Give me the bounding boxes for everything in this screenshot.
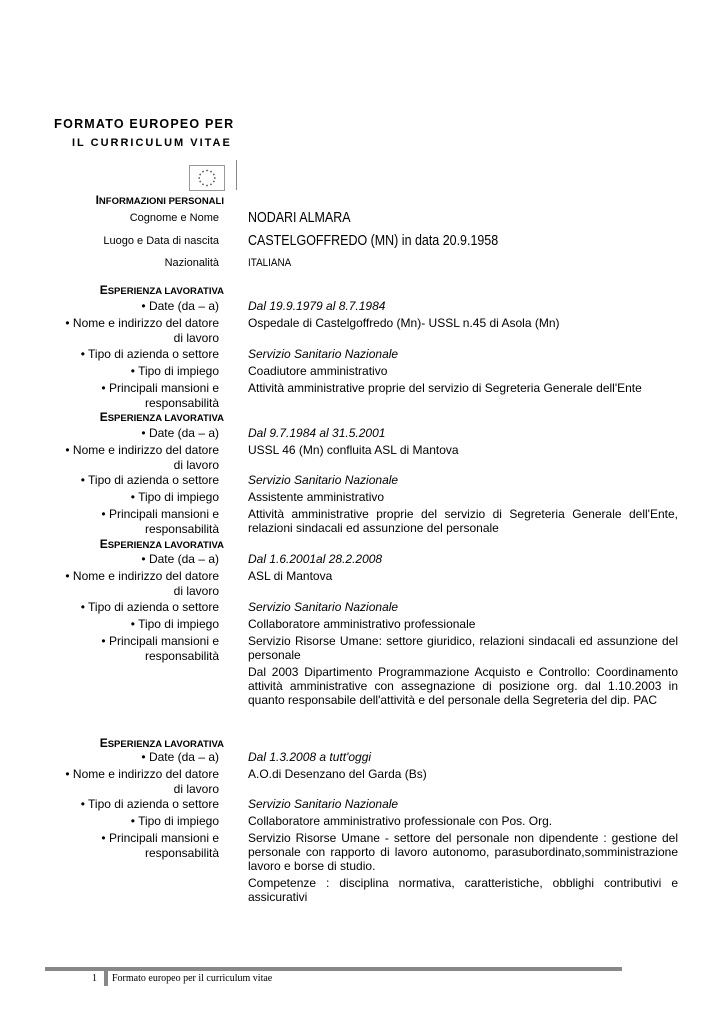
exp4-employer: A.O.di Desenzano del Garda (Bs) xyxy=(248,767,427,781)
exp2-employer: USSL 46 (Mn) confluita ASL di Mantova xyxy=(248,443,459,457)
exp2-sector: Servizio Sanitario Nazionale xyxy=(248,473,399,487)
duties-label: • Principali mansioni e responsabilità xyxy=(101,381,219,410)
section-experience-3: ESPERIENZA LAVORATIVA xyxy=(99,537,224,551)
birth-label: Luogo e Data di nascita xyxy=(103,235,219,247)
cv-title-line1: FORMATO EUROPEO PER xyxy=(54,116,235,131)
exp3-dates: Dal 1.6.2001al 28.2.2008 xyxy=(248,552,383,566)
section-experience-1: ESPERIENZA LAVORATIVA xyxy=(99,283,224,297)
employer-label: • Nome e indirizzo del datore di lavoro xyxy=(65,316,219,345)
eu-flag-icon xyxy=(189,165,225,191)
nationality-value: ITALIANA xyxy=(248,257,292,269)
dates-label: • Date (da – a) xyxy=(141,299,219,313)
sector-label: • Tipo di azienda o settore xyxy=(80,347,219,361)
footer-separator xyxy=(104,970,108,986)
section-personal-info: INFORMAZIONI PERSONALI xyxy=(95,193,224,207)
cv-title-line2: IL CURRICULUM VITAE xyxy=(72,137,232,149)
exp4-dates: Dal 1.3.2008 a tutt'oggi xyxy=(248,750,372,764)
exp1-job: Coadiutore amministrativo xyxy=(248,364,388,378)
exp4-job: Collaboratore amministrativo professionale con Pos. Org. xyxy=(248,814,553,828)
sector-label: • Tipo di azienda o settore xyxy=(80,797,219,811)
surname-label: Cognome e Nome xyxy=(129,212,219,224)
dates-label: • Date (da – a) xyxy=(141,552,219,566)
exp1-employer: Ospedale di Castelgoffredo (Mn)- USSL n.45 di Asola (Mn) xyxy=(248,316,560,330)
divider xyxy=(236,160,237,190)
exp3-employer: ASL di Mantova xyxy=(248,569,333,583)
duties-label: • Principali mansioni e responsabilità xyxy=(101,634,219,663)
exp1-sector: Servizio Sanitario Nazionale xyxy=(248,347,399,361)
employer-label: • Nome e indirizzo del datore di lavoro xyxy=(65,767,219,796)
exp1-duties: Attività amministrative proprie del servizio di Segreteria Generale dell'Ente xyxy=(248,381,642,395)
exp2-dates: Dal 9.7.1984 al 31.5.2001 xyxy=(248,426,386,440)
nationality-label: Nazionalità xyxy=(164,257,219,269)
exp2-job: Assistente amministrativo xyxy=(248,490,385,504)
sector-label: • Tipo di azienda o settore xyxy=(80,473,219,487)
duties-label: • Principali mansioni e responsabilità xyxy=(101,831,219,860)
job-label: • Tipo di impiego xyxy=(130,617,219,631)
birth-value: CASTELGOFFREDO (MN) in data 20.9.1958 xyxy=(248,233,499,249)
exp3-duties-extra: Dal 2003 Dipartimento Programmazione Acquisto e Controllo: Coordinamento attività amministrative con assegnazione di posizione org. dal 1.10.2003 in quanto responsabile dell'attività e del personale della Segreteria del dip. PAC xyxy=(248,665,678,707)
page-number: 1 xyxy=(92,973,97,984)
sector-label: • Tipo di azienda o settore xyxy=(80,600,219,614)
surname-value: NODARI ALMARA xyxy=(248,210,351,226)
employer-label: • Nome e indirizzo del datore di lavoro xyxy=(65,443,219,472)
section-experience-4: ESPERIENZA LAVORATIVA xyxy=(99,736,224,750)
duties-label: • Principali mansioni e responsabilità xyxy=(101,507,219,536)
employer-label: • Nome e indirizzo del datore di lavoro xyxy=(65,569,219,598)
exp1-dates: Dal 19.9.1979 al 8.7.1984 xyxy=(248,299,386,313)
job-label: • Tipo di impiego xyxy=(130,490,219,504)
dates-label: • Date (da – a) xyxy=(141,750,219,764)
section-experience-2: ESPERIENZA LAVORATIVA xyxy=(99,410,224,424)
dates-label: • Date (da – a) xyxy=(141,426,219,440)
footer-text: Formato europeo per il curriculum vitae xyxy=(112,973,273,984)
exp2-duties: Attività amministrative proprie del servizio di Segreteria Generale dell'Ente, relazioni sindacali ed assunzione del personale xyxy=(248,507,678,535)
exp3-sector: Servizio Sanitario Nazionale xyxy=(248,600,399,614)
exp4-duties: Servizio Risorse Umane - settore del personale non dipendente : gestione del personale con rapporto di lavoro autonomo, parasubordinato,somministrazione lavoro e borse di studio. xyxy=(248,831,678,873)
exp3-job: Collaboratore amministrativo professionale xyxy=(248,617,476,631)
exp4-duties-extra: Competenze : disciplina normativa, caratteristiche, obblighi contributivi e assicurativi xyxy=(248,876,678,904)
job-label: • Tipo di impiego xyxy=(130,364,219,378)
exp3-duties: Servizio Risorse Umane: settore giuridico, relazioni sindacali ed assunzione del personale xyxy=(248,634,678,662)
footer-bar xyxy=(45,967,622,971)
exp4-sector: Servizio Sanitario Nazionale xyxy=(248,797,399,811)
job-label: • Tipo di impiego xyxy=(130,814,219,828)
